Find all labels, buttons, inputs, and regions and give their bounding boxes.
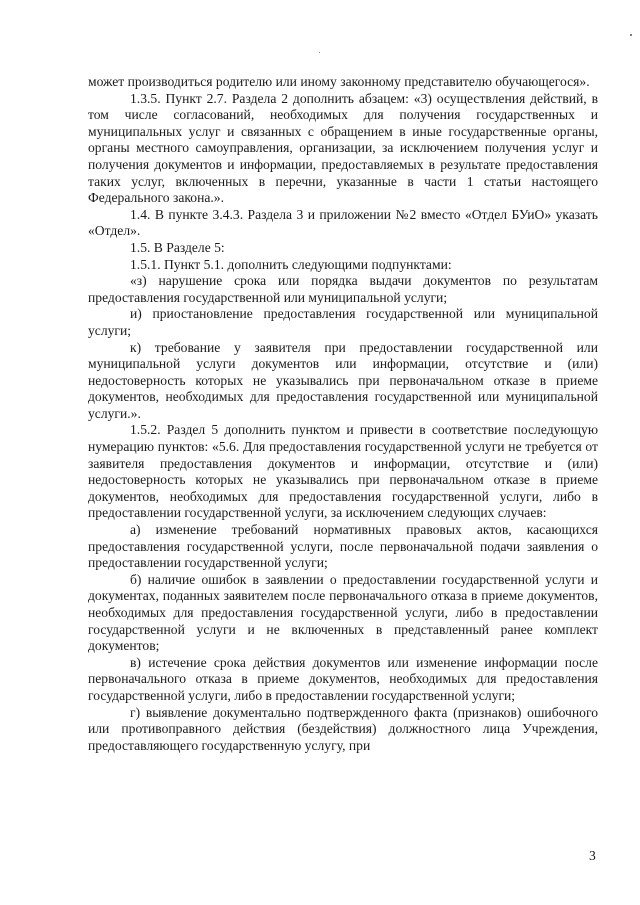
paragraph-1-5-1: 1.5.1. Пункт 5.1. дополнить следующими подпунктами: [130,256,452,272]
paragraph-continuation: может производиться родителю или иному законному представителю обучающегося». [88,74,590,89]
case-g: г) выявление документально подтвержденного факта (признаков) ошибочного или противоправного действия (бездействия) должностного лица Учреждения, предоставляющего государственную услугу, при [88,704,598,753]
scan-artifact [319,52,320,53]
document-body [88,74,598,754]
paragraph-1-4: 1.4. В пункте 3.4.3. Раздела 3 и приложении №2 вместо «Отдел БУиО» указать «Отдел». [88,206,598,239]
page-number: 3 [589,848,596,863]
case-v: в) истечение срока действия документов или изменение информации после первоначального отказа в приеме документов, необходимых для предоставления государственной услуги, либо в предоставлении государственной услуги; [88,654,598,703]
case-b: б) наличие ошибок в заявлении о предоставлении государственной услуги и документах, поданных заявителем после первоначального отказа в приеме документов, необходимых для предоставления государственной услуги, либо в предоставлении государственной услуги и не включенных в представленный ранее комплект документов; [88,571,598,654]
subitem-k: к) требование у заявителя при предоставлении государственной или муниципальной услуги документов или информации, отсутствие и (или) недостоверность которых не указывались при первоначальном отказе в приеме документов, необходимых для предоставления государственной или муниципальной услуги.». [88,339,598,421]
paragraph-1-5: 1.5. В Разделе 5: [130,239,225,255]
subitem-i: и) приостановление предоставления государственной или муниципальной услуги; [88,306,598,338]
subitem-z: «з) нарушение срока или порядка выдачи документов по результатам предоставления государственной или муниципальной услуги; [88,273,598,305]
paragraph-1-5-2: 1.5.2. Раздел 5 дополнить пунктом и привести в соответствие последующую нумерацию пунктов: «5.6. Для предоставления государственной услуги не требуется от заявителя предоставления документов и информации, отсутствие и (или) недостоверность которых не указывались при первоначальном отказе в приеме документов, необходимых для предоставления государственной услуги, либо в предоставлении государственной услуги, за исключением следующих случаев: [88,422,598,521]
scan-artifact [630,34,632,36]
paragraph-1-3-5: 1.3.5. Пункт 2.7. Раздела 2 дополнить абзацем: «3) осуществления действий, в том числе согласований, необходимых для получения государственных и муниципальных услуг и связанных с обращением в иные государственные органы, органы местного самоуправления, организации, за исключением получения услуг и получения документов и информации, предоставляемых в результате предоставления таких услуг, включенных в перечни, указанные в части 1 статьи настоящего Федерального закона.». [88,90,598,206]
case-a: а) изменение требований нормативных правовых актов, касающихся предоставления государственной услуги, после первоначальной подачи заявления о предоставлении государственной услуги; [88,522,598,571]
